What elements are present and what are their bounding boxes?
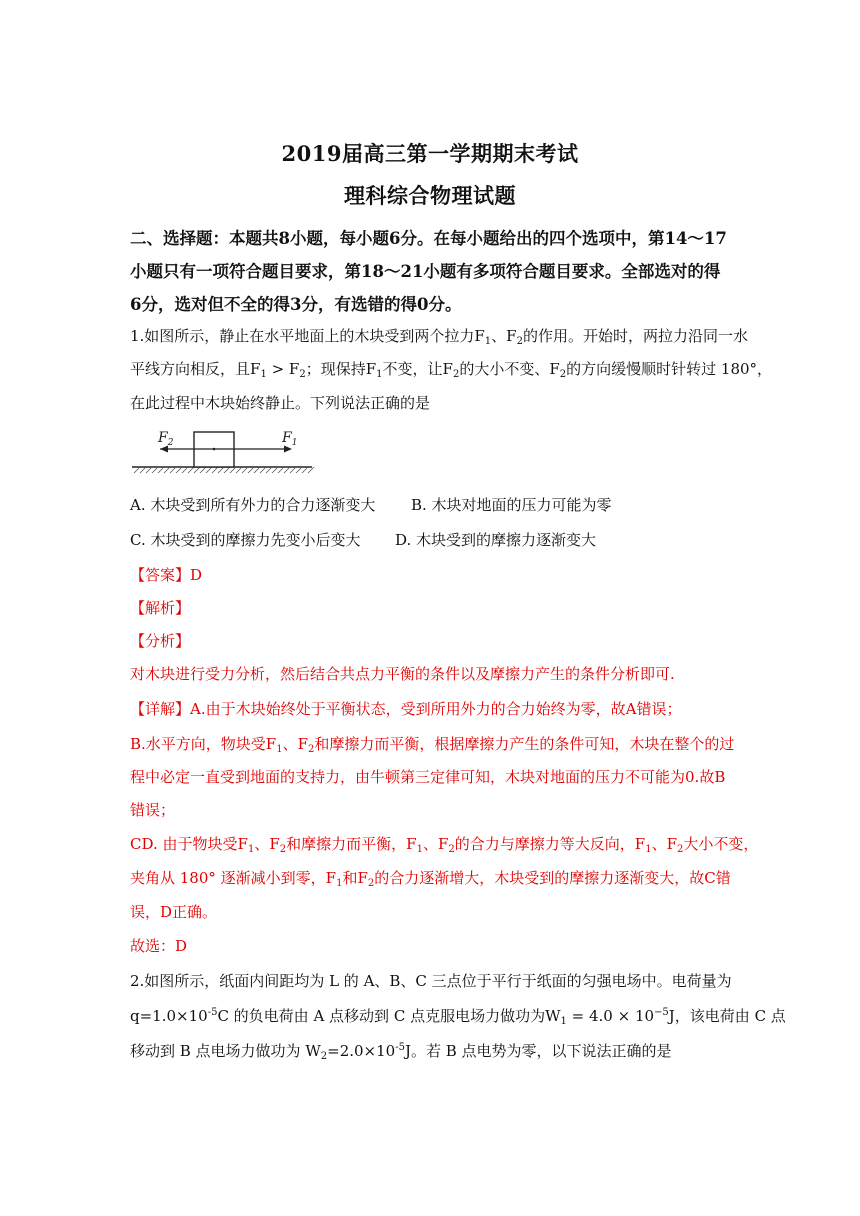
ground-hatch <box>134 467 314 473</box>
q2-stem-line3: 移动到 B 点电场力做功为 $W_2=2.0\times 10^{-5}J$。若 B 点电势为零，以下说法正确的是 <box>130 1042 672 1062</box>
f1-label: $F_1$ <box>282 430 298 448</box>
q1-stem-line1: 1.如图所示，静止在水平地面上的木块受到两个拉力$F_1$、$F_2$的作用。开始时，两拉力沿同一水 <box>130 327 748 347</box>
q1-xiangjie-b-line1: B.水平方向，物块受$F_1$、$F_2$和摩擦力而平衡，根据摩擦力产生的条件可知，木块在整个的过 <box>130 735 735 755</box>
q1-xiangjie-a: 【详解】A.由于木块始终处于平衡状态，受到所用外力的合力始终为零，故A错误； <box>130 700 682 718</box>
exam-subtitle: 理科综合物理试题 <box>344 183 516 208</box>
section-heading: 二、选择题：本题共8小题，每小题6分。在每小题给出的四个选项中，第14～17小题只有一项符合题目要求，第18～21小题有多项符合题目要求。全部选对的得6分，选对但不全的得3分，有选错的得0分。 <box>130 229 727 314</box>
q1-xiangjie-cd-line1: CD. 由于物块受$F_1$、$F_2$和摩擦力而平衡，$F_1$、$F_2$的合力与摩擦力等大反向，$F_1$、$F_2$大小不变， <box>130 835 759 855</box>
q1-force-diagram <box>130 424 320 476</box>
q1-xiangjie-cd-line3: 误，D正确。 <box>130 903 218 921</box>
q1-fenxi-text: 对木块进行受力分析，然后结合共点力平衡的条件以及摩擦力产生的条件分析即可. <box>130 665 675 683</box>
exam-title: 2019届高三第一学期期末考试 <box>281 141 579 166</box>
q2-stem-line2: $q=1.0\times 10^{-5}C$ 的负电荷由 A 点移动到 C 点克服电场力做功为$W_1 = 4.0 \times 10^{-5}J$，该电荷由 C 点 <box>130 1007 786 1027</box>
q1-fenxi-label: 【分析】 <box>130 632 191 650</box>
q1-option-c: C. 木块受到的摩擦力先变小后变大 <box>130 531 361 549</box>
q1-analysis-label: 【解析】 <box>130 599 191 617</box>
q1-option-b: B. 木块对地面的压力可能为零 <box>411 496 612 514</box>
q1-stem-line2: 平线方向相反，且$F_1 > F_2$；现保持$F_1$不变，让$F_2$的大小不变、$F_2$的方向缓慢顺时针转过 180°， <box>130 360 773 380</box>
q1-xiangjie-cd-line2: 夹角从 180° 逐渐减小到零，$F_1$和$F_2$的合力逐渐增大，木块受到的摩擦力逐渐变大，故C错 <box>130 869 731 889</box>
f2-label: $F_2$ <box>158 430 174 448</box>
q1-option-d: D. 木块受到的摩擦力逐渐变大 <box>395 531 597 549</box>
q2-stem-line1: 2.如图所示，纸面内间距均为 L 的 A、B、C 三点位于平行于纸面的匀强电场中。电荷量为 <box>130 972 732 990</box>
q1-xiangjie-b-line2: 程中必定一直受到地面的支持力，由牛顿第三定律可知，木块对地面的压力不可能为0.故B <box>130 768 726 786</box>
q1-answer: 【答案】D <box>130 566 203 584</box>
q1-option-a: A. 木块受到所有外力的合力逐渐变大 <box>130 496 376 514</box>
q1-conclusion: 故选：D <box>130 937 188 955</box>
q1-xiangjie-b-line3: 错误； <box>130 801 176 819</box>
q1-stem-line3: 在此过程中木块始终静止。下列说法正确的是 <box>130 394 431 412</box>
